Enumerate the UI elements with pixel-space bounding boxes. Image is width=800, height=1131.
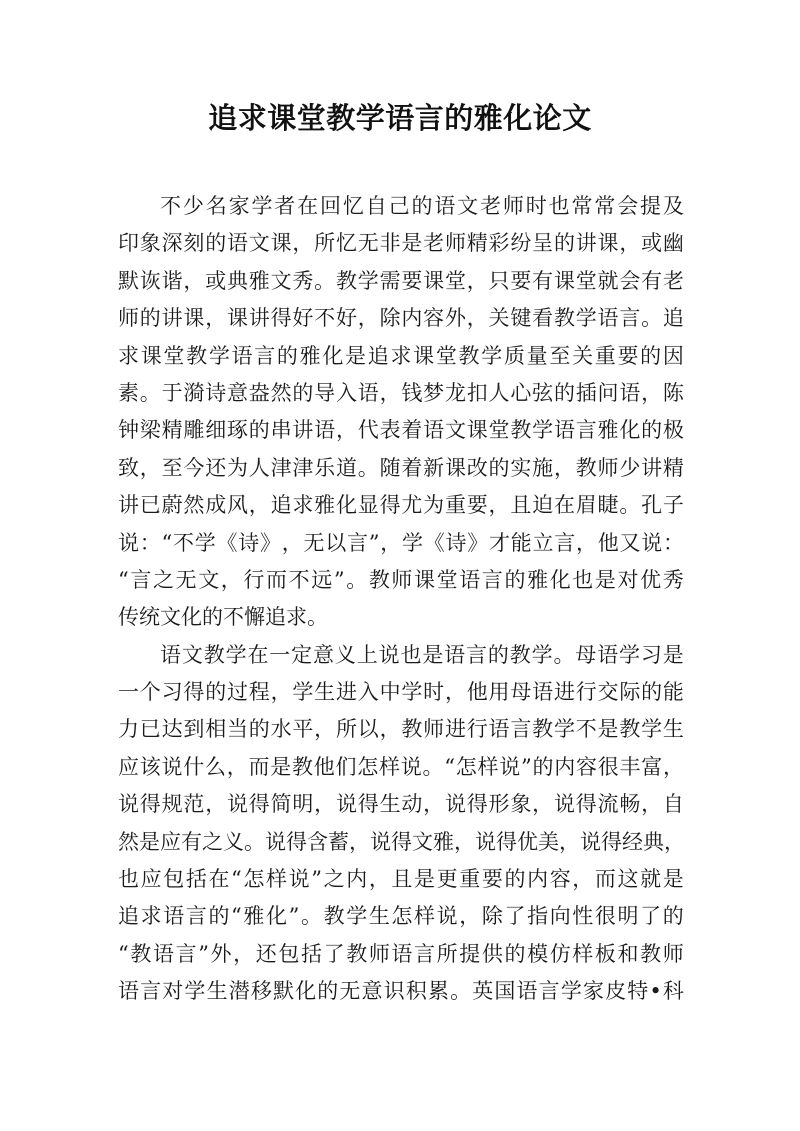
- body-line: 素 。 于 漪 诗 意 盎 然 的 导 入 语 ， 钱 梦 龙 扣 人 心 弦 的 插 问 语 ， 陈: [118, 380, 684, 405]
- body-line: 力 已 达 到 相 当 的 水 平 ， 所 以 ， 教 师 进 行 语 言 教 学 不 是 教 学 生: [118, 717, 684, 742]
- body-line: 说 得 规 范 ， 说 得 简 明 ， 说 得 生 动 ， 说 得 形 象 ， 说 得 流 畅 ， 自: [118, 792, 684, 817]
- body-line: 讲 已 蔚 然 成 风 ， 追 求 雅 化 显 得 尤 为 重 要 ， 且 迫 在 眉 睫 。 孔 子: [118, 493, 684, 518]
- body-line: 钟 梁 精 雕 细 琢 的 串 讲 语 ， 代 表 着 语 文 课 堂 教 学 语 言 雅 化 的 极: [118, 418, 684, 443]
- body-line: 不 少 名 家 学 者 在 回 忆 自 己 的 语 文 老 师 时 也 常 常 会 提 及: [160, 194, 684, 218]
- body-line: “ 教 语 言 ” 外 ， 还 包 括 了 教 师 语 言 所 提 供 的 模 仿 样 板 和 教 师: [118, 941, 684, 966]
- document-title: 追求课堂教学语言的雅化论文: [208, 101, 592, 135]
- body-line: 致 ， 至 今 还 为 人 津 津 乐 道 。 随 着 新 课 改 的 实 施 ， 教 师 少 讲 精: [118, 455, 684, 480]
- body-line: 求 课 堂 教 学 语 言 的 雅 化 是 追 求 课 堂 教 学 质 量 至 关 重 要 的 因: [118, 343, 684, 368]
- body-line: 也 应 包 括 在 “ 怎 样 说 ” 之 内 ， 且 是 更 重 要 的 内 容 ， 而 这 就 是: [118, 867, 684, 892]
- body-line: 师 的 讲 课 ， 课 讲 得 好 不 好 ， 除 内 容 外 ， 关 键 看 教 学 语 言 。 追: [118, 306, 684, 331]
- body-line: 说 ： “ 不 学 《 诗 》 ， 无 以 言 ” ， 学 《 诗 》 才 能 立 言 ， 他 又 说 ：: [118, 530, 684, 555]
- body-line: 然 是 应 有 之 义 。 说 得 含 蓄 ， 说 得 文 雅 ， 说 得 优 美 ， 说 得 经 典 ，: [118, 829, 685, 854]
- body-line: “ 言 之 无 文 ， 行 而 不 远 ” 。 教 师 课 堂 语 言 的 雅 化 也 是 对 优 秀: [118, 567, 684, 592]
- body-line: 传统文化的不懈追求。: [118, 605, 328, 630]
- body-line: 语 文 教 学 在 一 定 意 义 上 说 也 是 语 言 的 教 学 。 母 语 学 习 是: [160, 642, 684, 667]
- body-line: 追 求 语 言 的 “ 雅 化 ” 。 教 学 生 怎 样 说 ， 除 了 指 向 性 很 明 了 的: [118, 904, 684, 929]
- body-line: 印 象 深 刻 的 语 文 课 ， 所 忆 无 非 是 老 师 精 彩 纷 呈 的 讲 课 ， 或 幽: [118, 231, 684, 256]
- document-body: [118, 188, 684, 1011]
- body-line: 默 诙 谐 ， 或 典 雅 文 秀 。 教 学 需 要 课 堂 ， 只 要 有 课 堂 就 会 有 老: [118, 268, 684, 293]
- body-line: 应 该 说 什 么 ， 而 是 教 他 们 怎 样 说 。 “ 怎 样 说 ” 的 内 容 很 丰 富 ，: [118, 754, 684, 779]
- body-line: 语 言 对 学 生 潜 移 默 化 的 无 意 识 积 累 。 英 国 语 言 学 家 皮 特 • 科: [118, 979, 684, 1004]
- body-line: 一 个 习 得 的 过 程 ， 学 生 进 入 中 学 时 ， 他 用 母 语 进 行 交 际 的 能: [118, 680, 684, 705]
